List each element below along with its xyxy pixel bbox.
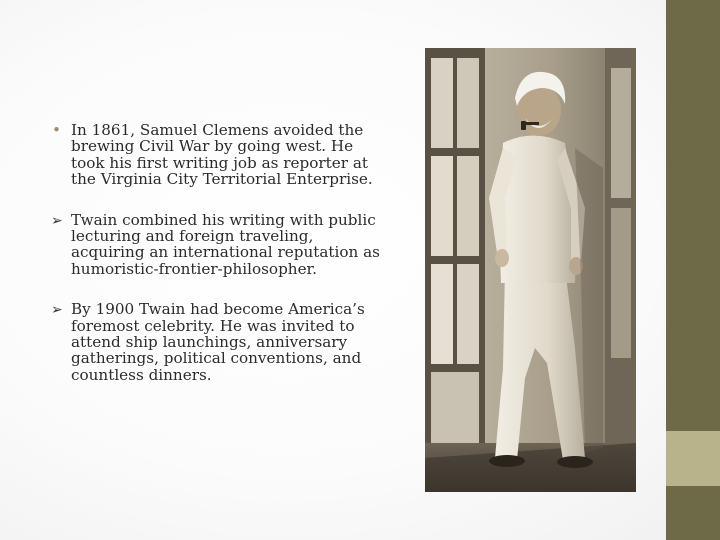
bullet-text: Twain combined his writing with public lecturing and foreign traveling, acquiring an international reputation as humoristic-frontier-philosopher. bbox=[71, 210, 380, 278]
bullet-item-1900 bbox=[52, 301, 387, 383]
arrow-bullet-icon: ➢ bbox=[51, 302, 63, 319]
bullet-item-lecturing bbox=[52, 212, 387, 278]
side-accent-bar-light-block bbox=[666, 431, 720, 486]
mark-twain-photo bbox=[425, 48, 636, 492]
bullet-dot-icon: • bbox=[52, 121, 61, 139]
bullet-list bbox=[52, 122, 387, 383]
bullet-item-1861 bbox=[52, 122, 387, 188]
bullet-text: In 1861, Samuel Clemens avoided the brewing Civil War by going west. He took his first writing job as reporter at the Virginia City Territorial Enterprise. bbox=[71, 121, 373, 189]
bullet-text: By 1900 Twain had become America’s foremost celebrity. He was invited to attend ship launchings, anniversary gatherings, political conventions, and countless dinners. bbox=[71, 300, 365, 384]
arrow-bullet-icon: ➢ bbox=[51, 212, 63, 229]
side-accent-bar-bottom-block bbox=[666, 486, 720, 540]
